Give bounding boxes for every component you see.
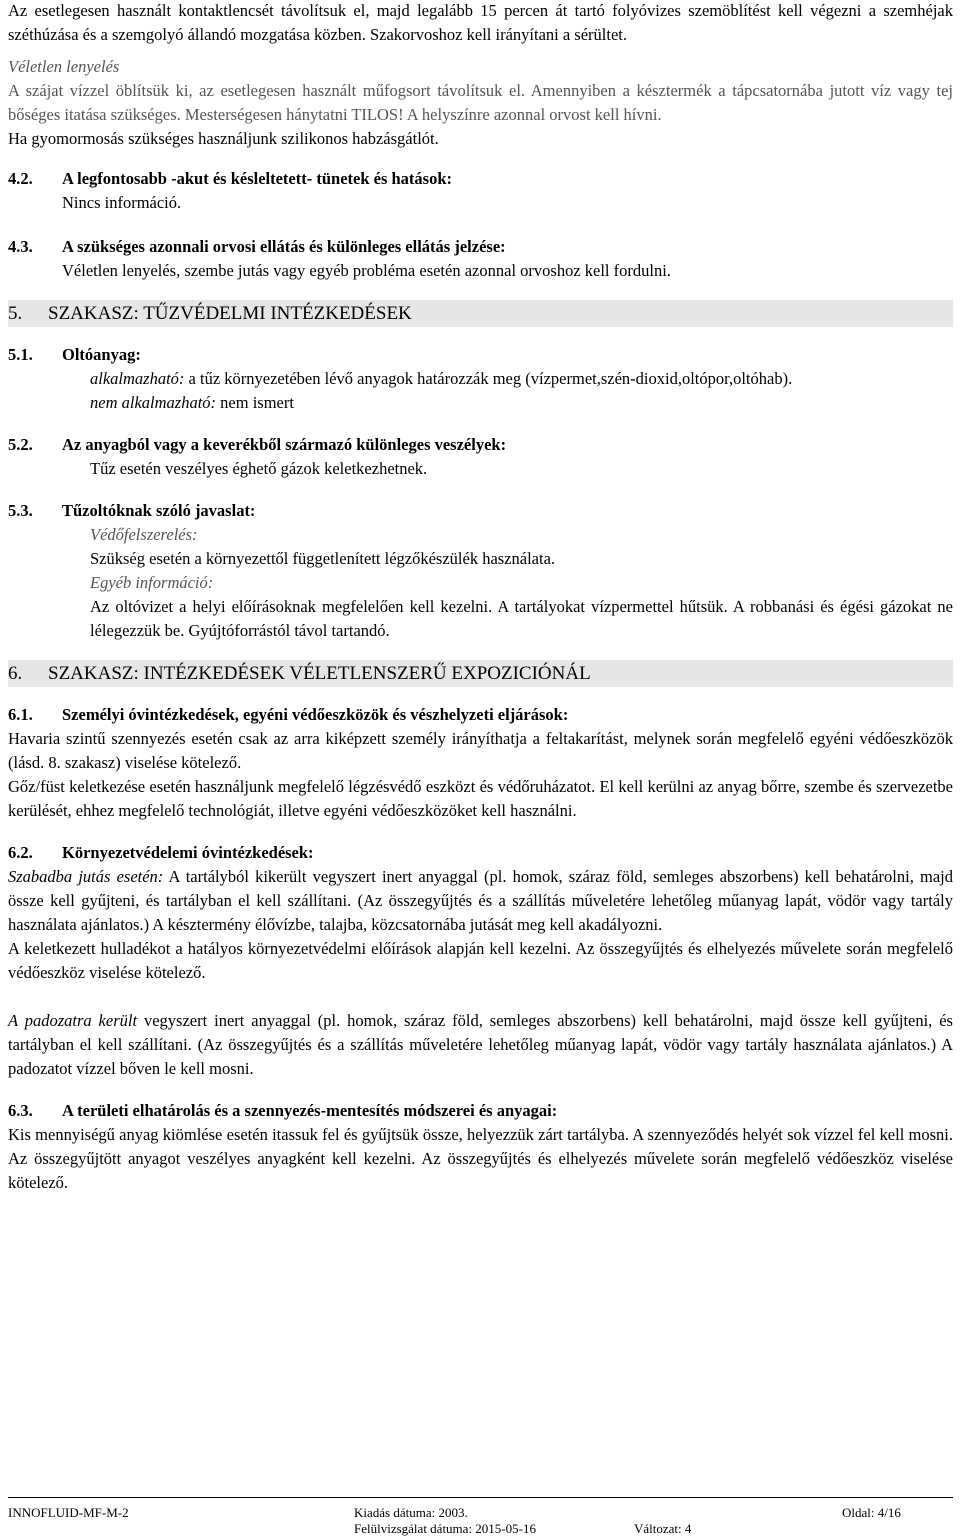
section-title: SZAKASZ: INTÉZKEDÉSEK VÉLETLENSZERŰ EXPOZICIÓNÁL bbox=[48, 663, 591, 684]
section-6-2 bbox=[8, 841, 953, 1081]
section-text: Kis mennyiségű anyag kiömlése esetén itassuk fel és gyűjtsük össze, helyezzük zárt tartályba. A szennyeződés helyét sok vízzel fel kell mosni. Az összegyűjtött anyagot veszélyes anyagként kell kezelni. Az összegyűjtés és elhelyezés művelete során megfelelő védőeszköz viselése kötelező. bbox=[8, 1125, 953, 1192]
applicable-text: alkalmazható: a tűz környezetében lévő anyagok határozzák meg (vízpermet,szén-dioxid,oltópor,oltóhab). bbox=[90, 369, 793, 388]
section-text-2: Gőz/füst keletkezése esetén használjunk megfelelő légzésvédő eszközt és védőruházatot. El kell kerülni az anyag bőrre, szembe és szervezetbe kerülését, ehhez megfelelő technológiát, illetve egyéni védőeszközöket kell használni. bbox=[8, 777, 953, 820]
free-release-label: Szabadba jutás esetén: bbox=[8, 867, 164, 886]
section-title: A szükséges azonnali orvosi ellátás és különleges ellátás jelzése: bbox=[62, 237, 506, 256]
section-5-3 bbox=[8, 499, 953, 643]
section-6-3 bbox=[8, 1099, 953, 1195]
section-number: 4.3. bbox=[8, 237, 33, 256]
section-5-1 bbox=[8, 343, 953, 415]
section-title: Az anyagból vagy a keverékből származó különleges veszélyek: bbox=[62, 435, 507, 454]
section-title: Környezetvédelemi óvintézkedések: bbox=[62, 843, 314, 862]
swallow-text-2: Ha gyomormosás szükséges használjunk szilikonos habzásgátlót. bbox=[8, 129, 439, 148]
free-release-text: Szabadba jutás esetén: A tartályból kikerült vegyszert inert anyaggal (pl. homok, száraz föld, semleges abszorbens) kell behatárolni, majd össze kell gyűjteni, és tartályban el kell szállítani. (Az összegyűjtés és a szállítás műveletére lehetőleg műanyag lapát, vödör vagy tartály használata ajánlatos.) A késztermény élővízbe, talajba, közcsatornába jutását meg kell akadályozni. bbox=[8, 867, 953, 934]
section-title: Tűzoltóknak szóló javaslat: bbox=[62, 501, 256, 520]
footer-issue-date: Kiadás dátuma: 2003. bbox=[354, 1505, 468, 1520]
not-applicable-label: nem alkalmazható: bbox=[90, 393, 217, 412]
section-text: Tűz esetén veszélyes éghető gázok keletkezhetnek. bbox=[90, 459, 428, 478]
section-6-header bbox=[8, 660, 953, 687]
not-applicable-text: nem alkalmazható: nem ismert bbox=[90, 393, 294, 412]
other-info-text: Az oltóvizet a helyi előírásoknak megfelelően kell kezelni. A tartályokat vízpermettel hűtsük. A robbanási és égési gázokat ne lélegezzük be. Gyújtóforrástól távol tartandó. bbox=[90, 597, 953, 640]
section-number: 5. bbox=[8, 303, 23, 324]
footer-doc-id: INNOFLUID-MF-M-2 bbox=[8, 1505, 129, 1520]
section-title: Személyi óvintézkedések, egyéni védőeszközök és vészhelyzeti eljárások: bbox=[62, 705, 569, 724]
section-number: 4.2. bbox=[8, 169, 33, 188]
floor-text: A padozatra került vegyszert inert anyaggal (pl. homok, száraz föld, semleges abszorbens) kell behatárolni, majd össze kell gyűjteni, és tartályban el kell szállítani. (Az összegyűjtés és a szállítás műveletére lehetőleg műanyag lapát, vödör vagy tartály használata ajánlatos.) A padozatot vízzel bőven le kell mosni. bbox=[8, 1011, 953, 1078]
section-number: 5.2. bbox=[8, 435, 33, 454]
section-text: Havaria szintű szennyezés esetén csak az arra kiképzett személy irányíthatja a feltakarítást, melynek során megfelelő egyéni védőeszközök (lásd. 8. szakasz) viselése kötelező. bbox=[8, 729, 953, 772]
eye-contact-text: Az esetlegesen használt kontaktlencsét távolítsuk el, majd legalább 15 percen át tartó folyóvizes szemöblítést kell végezni a szemhéjak széthúzása és a szemgolyó állandó mozgatása közben. Szakorvoshoz kell irányítani a sérültet. bbox=[8, 1, 953, 44]
other-info-label: Egyéb információ: bbox=[90, 573, 214, 592]
section-title: A területi elhatárolás és a szennyezés-mentesítés módszerei és anyagai: bbox=[62, 1101, 558, 1120]
section-4-3 bbox=[8, 235, 953, 283]
swallow-heading: Véletlen lenyelés bbox=[8, 57, 120, 76]
waste-text: A keletkezett hulladékot a hatályos környezetvédelmi előírások alapján kell kezelni. Az összegyűjtés és elhelyezés művelete során megfelelő védőeszköz viselése kötelező. bbox=[8, 939, 953, 982]
section-4-2 bbox=[8, 167, 953, 215]
section-number: 6.1. bbox=[8, 705, 33, 724]
section-number: 6. bbox=[8, 663, 23, 684]
section-title: Oltóanyag: bbox=[62, 345, 141, 364]
section-title: A legfontosabb -akut és késleltetett- tünetek és hatások: bbox=[62, 169, 453, 188]
ppe-text: Szükség esetén a környezettől függetlenített légzőkészülék használata. bbox=[90, 549, 556, 568]
ppe-label: Védőfelszerelés: bbox=[90, 525, 198, 544]
page-footer bbox=[8, 1497, 953, 1534]
floor-label: A padozatra került bbox=[8, 1011, 138, 1030]
footer-version: Változat: 4 bbox=[634, 1521, 692, 1536]
section-number: 6.3. bbox=[8, 1101, 33, 1120]
footer-page-number: Oldal: 4/16 bbox=[842, 1505, 901, 1520]
section-text: Nincs információ. bbox=[62, 193, 182, 212]
section-5-2 bbox=[8, 433, 953, 481]
footer-review-date: Felülvizsgálat dátuma: 2015-05-16 bbox=[354, 1521, 536, 1536]
section-text: Véletlen lenyelés, szembe jutás vagy egyéb probléma esetén azonnal orvoshoz kell fordulni. bbox=[62, 261, 671, 280]
document-page bbox=[8, 0, 953, 1195]
section-number: 6.2. bbox=[8, 843, 33, 862]
section-number: 5.3. bbox=[8, 501, 33, 520]
section-5-header bbox=[8, 300, 953, 327]
applicable-label: alkalmazható: bbox=[90, 369, 185, 388]
section-number: 5.1. bbox=[8, 345, 33, 364]
section-title: SZAKASZ: TŰZVÉDELMI INTÉZKEDÉSEK bbox=[48, 303, 412, 324]
section-6-1 bbox=[8, 703, 953, 823]
swallow-text: A szájat vízzel öblítsük ki, az esetlegesen használt műfogsort távolítsuk el. Amennyiben a késztermék a tápcsatornába jutott víz vagy tej bőséges itatása szükséges. Mesterségesen hánytatni TILOS! A helyszínre azonnal orvost kell hívni. bbox=[8, 81, 953, 124]
